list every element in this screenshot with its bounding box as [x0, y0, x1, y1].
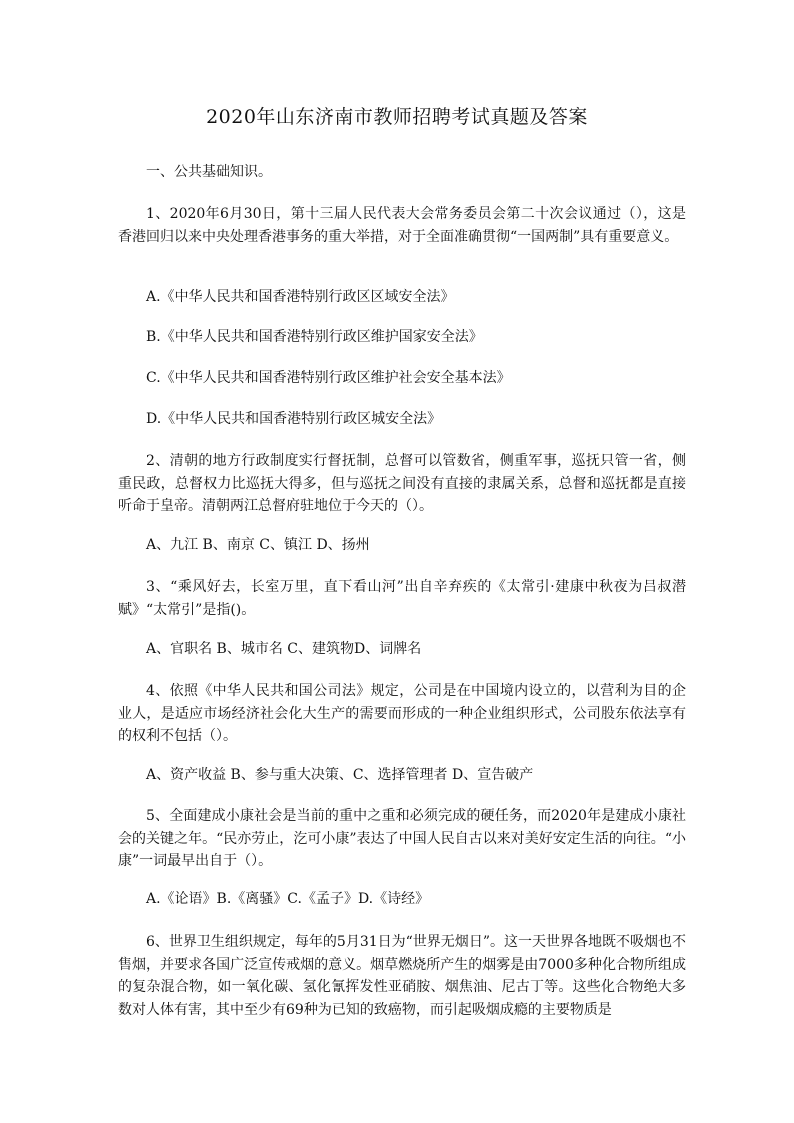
question-1-option-a: A.《中华人民共和国香港特别行政区区域安全法》 [146, 289, 455, 305]
question-3: 3、“乘风好去，长室万里，直下看山河”出自辛弃疾的《太常引·建康中秋夜为吕叔潜赋》“太常引”是指()。 [118, 579, 686, 618]
question-1-option-c: C.《中华人民共和国香港特别行政区维护社会安全基本法》 [146, 370, 511, 386]
question-4: 4、依照《中华人民共和国公司法》规定，公司是在中国境内设立的，以营利为目的企业人，是适应市场经济社会化大生产的需要而形成的一种企业组织形式，公司股东依法享有的权利不包括（）。 [118, 683, 686, 744]
question-5-options: A.《论语》B.《离骚》C.《孟子》D.《诗经》 [146, 891, 430, 907]
question-1-option-d: D.《中华人民共和国香港特别行政区城安全法》 [146, 411, 442, 427]
question-2-options: A、九江 B、南京 C、镇江 D、扬州 [146, 537, 370, 553]
document-title: 2020年山东济南市教师招聘考试真题及答案 [206, 106, 588, 128]
section-heading: 一、公共基础知识。 [146, 164, 272, 180]
question-1: 1、2020年6月30日，第十三届人民代表大会常务委员会第二十次会议通过（），这是香港回归以来中央处理香港事务的重大举措，对于全面准确贯彻“一国两制”具有重要意义。 [118, 206, 686, 245]
question-3-options: A、官职名 B、城市名 C、建筑物D、词牌名 [146, 641, 422, 657]
question-4-options: A、资产收益 B、参与重大决策、C、选择管理者 D、宣告破产 [146, 767, 534, 783]
question-1-option-b: B.《中华人民共和国香港特别行政区维护国家安全法》 [146, 329, 483, 345]
question-6: 6、世界卫生组织规定，每年的5月31日为“世界无烟日”。这一天世界各地既不吸烟也不售烟，并要求各国广泛宣传戒烟的意义。烟草燃烧所产生的烟雾是由7000多种化合物所组成的复杂混合物，如一氧化碳、氢化氰挥发性亚硝胺、烟焦油、尼古丁等。这些化合物绝大多数对人体有害，其中至少有69种为已知的致癌物，而引起吸烟成瘾的主要物质是 [118, 934, 686, 1018]
question-5: 5、全面建成小康社会是当前的重中之重和必须完成的硬任务，而2020年是建成小康社会的关键之年。“民亦劳止，汔可小康”表达了中国人民自古以来对美好安定生活的向往。“小康”一词最早出自于（）。 [118, 808, 686, 869]
question-2: 2、清朝的地方行政制度实行督抚制，总督可以管数省，侧重军事，巡抚只管一省，侧重民政，总督权力比巡抚大得多，但与巡抚之间没有直接的隶属关系，总督和巡抚都是直接听命于皇帝。清朝两江总督府驻地位于今天的（）。 [118, 453, 686, 514]
